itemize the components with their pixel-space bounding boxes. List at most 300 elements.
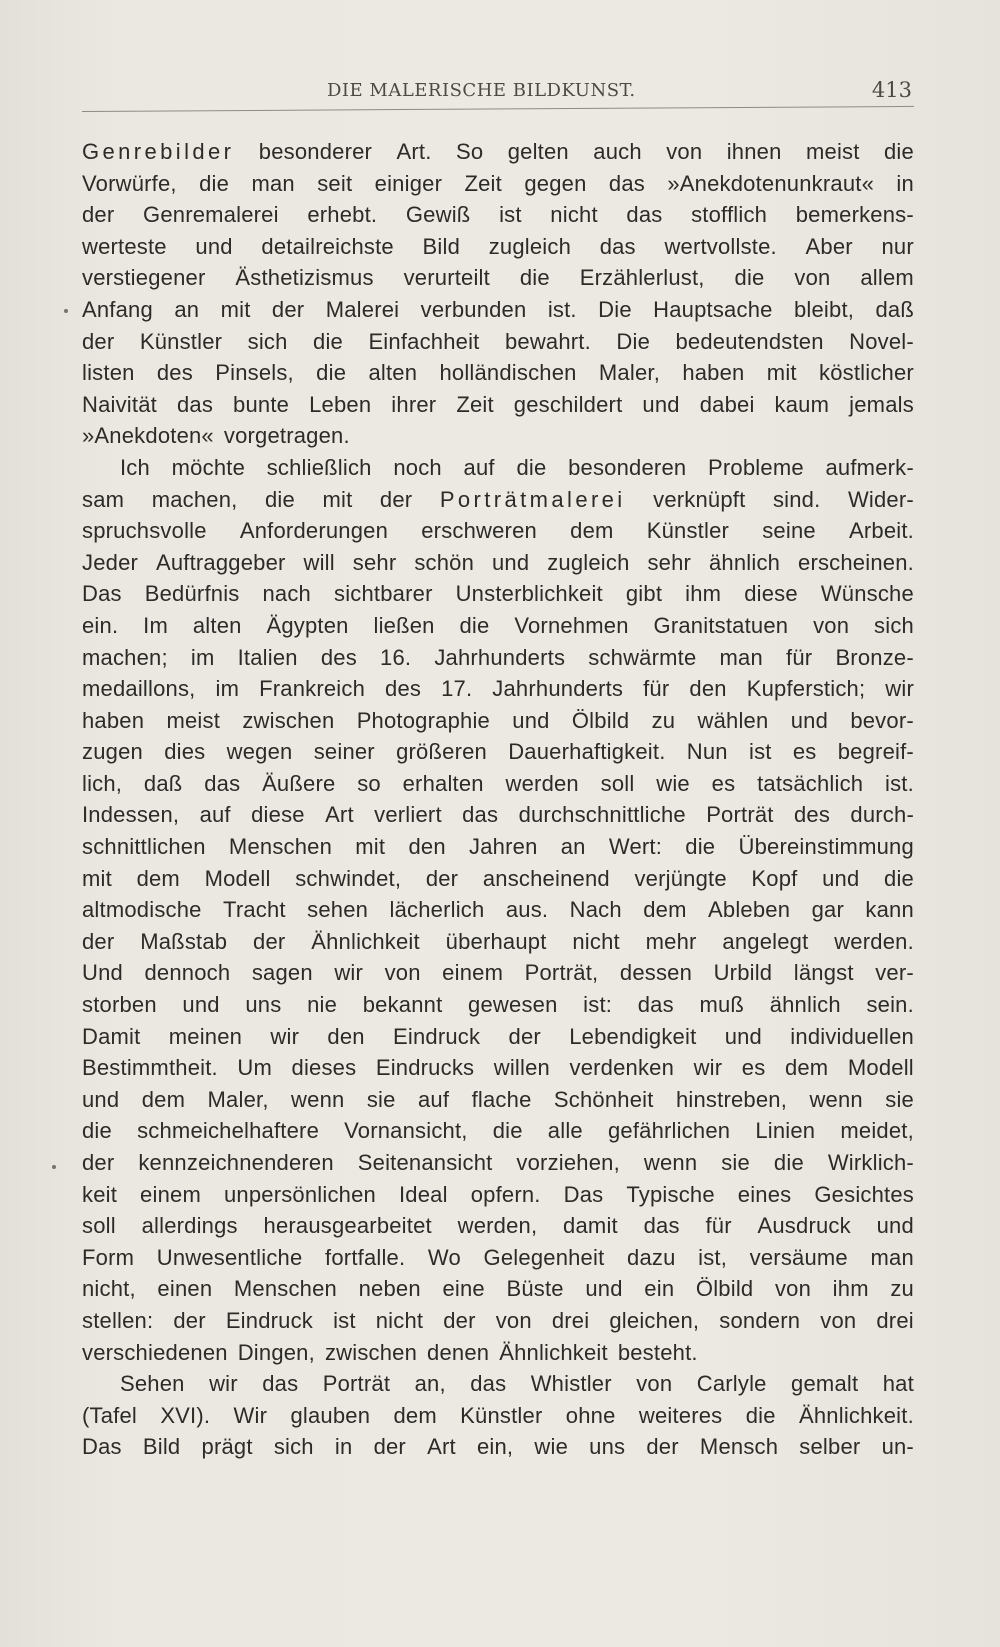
word: gemalt <box>791 1371 859 1397</box>
word: wählen <box>697 707 769 733</box>
word: versäume <box>749 1244 848 1270</box>
word: und <box>512 707 550 733</box>
word: einem <box>140 1181 201 1207</box>
word: schließlich <box>266 454 372 480</box>
word: erschweren <box>421 518 537 544</box>
word: dessen <box>619 960 693 986</box>
word: bewahrt. <box>504 328 591 354</box>
word: lich, <box>82 770 123 796</box>
word: Unwesentliche <box>156 1244 303 1270</box>
word: bunte <box>233 391 290 417</box>
word: soll <box>600 770 635 796</box>
word: Ableben <box>708 897 791 923</box>
word: geschildert <box>513 391 623 417</box>
text-line <box>82 294 914 326</box>
text-line <box>82 262 914 294</box>
word: medaillons, <box>82 676 196 702</box>
word: dem <box>570 518 614 544</box>
word: unpersönlichen <box>223 1181 376 1207</box>
word: Genrebilder <box>82 139 235 164</box>
word: und <box>491 549 530 575</box>
word: Und <box>82 960 123 986</box>
word: gleichen, <box>609 1307 700 1333</box>
word: die <box>492 1118 523 1144</box>
text-line <box>82 578 914 610</box>
word: Jahrhunderts <box>434 644 566 670</box>
word: Übereinstimmung <box>738 834 914 860</box>
word: so <box>357 770 381 796</box>
word: für <box>705 1213 732 1239</box>
word: Hauptsache <box>653 296 773 322</box>
word: größeren <box>396 739 487 765</box>
word: Modell <box>204 865 271 891</box>
word: die <box>773 1150 804 1175</box>
word: Ausdruck <box>757 1213 851 1239</box>
word: und <box>790 707 829 733</box>
word: Wo <box>427 1244 461 1270</box>
word: die <box>459 612 490 638</box>
word: bleibt, <box>793 296 855 322</box>
word: es <box>741 1055 766 1081</box>
text-line <box>82 831 914 863</box>
text-line <box>82 484 914 516</box>
text-line <box>82 1115 914 1147</box>
word: Vornansicht, <box>344 1118 468 1144</box>
word: sich <box>247 328 288 354</box>
word: soll <box>82 1213 116 1239</box>
word: der <box>173 1307 206 1333</box>
word: verknüpft <box>653 486 746 512</box>
word: der <box>82 1150 115 1175</box>
word: Äußere <box>262 770 336 796</box>
word: ein <box>644 1276 675 1302</box>
word: der <box>373 1434 406 1460</box>
word: XVI). <box>160 1402 211 1428</box>
text-line <box>82 1305 914 1337</box>
word: neben <box>358 1276 421 1302</box>
word: haben <box>82 707 145 733</box>
word: wie <box>534 1434 569 1460</box>
word: auch <box>593 139 642 164</box>
word: Ägypten <box>266 612 349 638</box>
word: ein, <box>476 1434 514 1460</box>
word: detailreichste <box>261 233 394 259</box>
word: schwindet, <box>295 865 402 891</box>
word: schnittlichen <box>82 834 206 860</box>
word: stellen: <box>82 1307 154 1333</box>
word: wir <box>334 960 364 986</box>
word: dies <box>164 739 206 765</box>
word: stofflich <box>691 202 768 228</box>
word: seit <box>317 170 353 196</box>
word: der <box>508 1023 541 1049</box>
word: meidet, <box>840 1118 914 1144</box>
word: ist <box>748 739 772 765</box>
text-line <box>82 326 914 358</box>
word: überhaupt <box>445 928 547 954</box>
word: von <box>384 960 421 986</box>
word: drei <box>876 1307 914 1333</box>
word: Mensch <box>699 1434 779 1460</box>
word: muß <box>699 992 745 1018</box>
word: Ähnlichkeit <box>499 1339 608 1365</box>
word: dazu <box>627 1244 676 1270</box>
word: mit <box>355 834 386 860</box>
word: Ähnlichkeit <box>311 928 420 954</box>
word: das <box>608 170 645 196</box>
word: Nach <box>569 897 622 923</box>
word: dabei <box>699 391 755 417</box>
word: zwischen <box>242 707 335 733</box>
word: die <box>316 360 347 386</box>
word: Das <box>82 581 122 607</box>
text-line <box>82 768 914 800</box>
word: Dingen, <box>237 1339 315 1365</box>
word: Pinsels, <box>215 360 294 386</box>
word: von <box>774 1276 812 1302</box>
word: seine <box>762 518 816 544</box>
word: dem <box>393 1402 437 1428</box>
word: Bestimmtheit. <box>82 1055 218 1081</box>
word: sam <box>82 486 125 512</box>
word: ein. <box>82 612 119 638</box>
word: eine <box>442 1276 485 1302</box>
word: Italien <box>237 644 298 670</box>
word: alten <box>192 612 242 638</box>
word: den <box>408 834 446 860</box>
word: 17. <box>441 676 473 702</box>
word: und <box>195 233 233 259</box>
word: zugleich <box>488 233 572 259</box>
word: besonderen <box>568 454 687 480</box>
word: auf <box>418 1086 450 1112</box>
word: und <box>182 992 220 1018</box>
word: verdenken <box>569 1055 675 1081</box>
word: Im <box>143 612 168 638</box>
word: alten <box>368 360 418 386</box>
text-line <box>82 515 914 547</box>
text-line <box>82 1084 914 1116</box>
word: ist <box>333 1307 356 1333</box>
word: der <box>82 928 115 954</box>
word: das <box>262 1371 299 1397</box>
word: Maßstab <box>140 928 228 954</box>
word: Carlyle <box>696 1371 767 1397</box>
word: die <box>883 139 914 164</box>
word: Vorwürfe, <box>82 170 177 196</box>
word: verbunden <box>420 296 527 322</box>
text-line <box>82 642 914 674</box>
word: die <box>516 454 547 480</box>
word: kaum <box>774 391 830 417</box>
word: machen; <box>82 644 168 670</box>
word: die <box>82 1118 112 1144</box>
text-line <box>82 1052 914 1084</box>
word: den <box>689 676 727 702</box>
word: Anfang <box>82 296 153 322</box>
word: ihm <box>832 1276 869 1302</box>
word: das <box>462 802 499 828</box>
word: schwärmte <box>588 644 697 670</box>
word: bevor- <box>850 707 914 733</box>
word: nicht, <box>82 1276 136 1302</box>
word: gefährlichen <box>607 1118 731 1144</box>
word: uns <box>245 992 282 1018</box>
word: sehr <box>352 549 397 575</box>
word: ver- <box>875 960 914 986</box>
word: vorgetragen. <box>223 423 350 449</box>
word: Jahren <box>469 834 538 860</box>
word: verliert <box>374 802 442 828</box>
word: ihnen <box>726 139 782 164</box>
page-number: 413 <box>871 78 912 102</box>
word: kennzeichnenderen <box>138 1150 334 1175</box>
word: dem <box>136 865 180 891</box>
word: Zeit <box>456 391 494 417</box>
word: man <box>719 644 763 670</box>
word: im <box>190 644 215 670</box>
word: listen <box>82 360 135 386</box>
text-line <box>82 673 914 705</box>
word: erscheinen. <box>798 549 914 575</box>
word: Das <box>563 1181 604 1207</box>
word: Anforderungen <box>239 518 389 544</box>
word: die <box>264 486 295 512</box>
text-line <box>82 1210 914 1242</box>
text-line <box>82 1431 914 1463</box>
word: köstlicher <box>819 360 914 386</box>
word: kann <box>865 897 914 923</box>
word: verurteilt <box>403 265 490 291</box>
word: nicht <box>375 1307 424 1333</box>
word: zu <box>651 707 676 733</box>
word: zu <box>890 1276 914 1302</box>
word: dieses <box>291 1055 357 1081</box>
word: Ölbild <box>571 707 630 733</box>
word: meist <box>805 139 860 164</box>
word: damit <box>563 1213 618 1239</box>
word: Porträt, <box>524 960 599 986</box>
word: werden, <box>457 1213 538 1239</box>
word: diese <box>744 581 798 607</box>
word: das <box>643 1213 680 1239</box>
text-line <box>82 1021 914 1053</box>
text-line <box>82 1368 914 1400</box>
word: durchschnittliche <box>518 802 686 828</box>
text-line <box>82 231 914 263</box>
word: das <box>626 202 663 228</box>
word: wenn <box>643 1150 698 1175</box>
word: zwischen <box>324 1339 418 1365</box>
word: gegen <box>524 170 587 196</box>
word: Die <box>598 296 632 322</box>
word: für <box>786 644 813 670</box>
word: schmeichelhaftere <box>137 1118 320 1144</box>
text-line <box>82 863 914 895</box>
word: nicht <box>572 928 620 954</box>
word: ließen <box>373 612 435 638</box>
word: Jeder <box>82 549 139 575</box>
word: hinstreben, <box>675 1086 788 1112</box>
word: wie <box>656 770 690 796</box>
word: Tracht <box>223 897 286 923</box>
word: haben <box>682 360 745 386</box>
word: mehr <box>645 928 697 954</box>
word: lächerlich <box>389 897 485 923</box>
word: bemerkens- <box>795 202 914 228</box>
word: Art <box>427 1434 456 1460</box>
word: zugen <box>82 739 143 765</box>
word: werteste <box>82 233 167 259</box>
word: storben <box>82 992 157 1018</box>
word: Linien <box>755 1118 816 1144</box>
word: dem <box>784 1055 829 1081</box>
word: Typische <box>626 1181 715 1207</box>
word: angelegt <box>722 928 809 954</box>
word: es <box>711 770 736 796</box>
word: Zeit <box>464 170 502 196</box>
word: gibt <box>625 581 663 607</box>
word: an <box>174 296 200 322</box>
word: an, <box>414 1371 446 1397</box>
word: wenn <box>809 1086 863 1112</box>
text-line <box>82 894 914 926</box>
word: gar <box>811 897 844 923</box>
word: Künstler <box>646 518 730 544</box>
word: und <box>876 1213 914 1239</box>
word: man <box>870 1244 914 1270</box>
word: von <box>495 1307 532 1333</box>
word: aufmerk- <box>825 454 914 480</box>
word: weiteres <box>638 1402 723 1428</box>
word: bekannt <box>362 992 443 1018</box>
word: Eindrucks <box>375 1055 475 1081</box>
word: tatsächlich <box>757 770 864 796</box>
word: begreif- <box>837 739 914 765</box>
text-line <box>82 547 914 579</box>
word: allem <box>860 265 914 291</box>
word: meist <box>166 707 221 733</box>
word: Bild <box>422 233 461 259</box>
word: (Tafel <box>82 1402 137 1428</box>
word: Jahrhunderts <box>492 676 624 702</box>
word: sagen <box>251 960 313 986</box>
text-line <box>82 452 914 484</box>
word: verstiegener <box>82 265 206 291</box>
word: sind. <box>772 486 821 512</box>
word: spruchsvolle <box>82 518 207 544</box>
word: ist <box>499 202 522 228</box>
word: Um <box>237 1055 272 1081</box>
word: Eindruck <box>225 1307 314 1333</box>
text-line <box>82 1179 914 1211</box>
word: einen <box>157 1276 213 1302</box>
word: sich <box>874 612 914 638</box>
word: und <box>642 391 680 417</box>
word: bedeutendsten <box>675 328 824 354</box>
text-line <box>82 1242 914 1274</box>
text-line <box>82 1400 914 1432</box>
word: Maler, <box>207 1086 269 1112</box>
word: ist. <box>547 296 577 322</box>
word: nicht <box>550 202 598 228</box>
word: machen, <box>151 486 238 512</box>
word: dem <box>141 1086 186 1112</box>
word: Malerei <box>325 296 400 322</box>
word: einem <box>442 960 504 986</box>
word: Ölbild <box>695 1276 754 1302</box>
word: Kupferstich; <box>746 676 866 702</box>
word: Wider- <box>847 486 914 512</box>
word: Urbild <box>713 960 773 986</box>
word: verjüngte <box>634 865 727 891</box>
word: Indessen, <box>82 802 180 828</box>
word: alle <box>547 1118 583 1144</box>
running-title: DIE MALERISCHE BILDKUNST. <box>327 80 636 101</box>
word: gelten <box>507 139 569 164</box>
word: der <box>253 928 286 954</box>
word: daß <box>875 296 914 322</box>
word: das <box>204 770 241 796</box>
margin-dot-mark <box>52 1165 56 1169</box>
word: Unsterblichkeit <box>455 581 603 607</box>
word: von <box>666 139 703 164</box>
word: dennoch <box>144 960 231 986</box>
word: ähnlich <box>708 549 781 575</box>
word: allerdings <box>141 1213 238 1239</box>
text-line <box>82 926 914 958</box>
word: noch <box>393 454 442 480</box>
word: seiner <box>313 739 375 765</box>
word: der <box>82 328 115 354</box>
word: nie <box>307 992 338 1018</box>
text-line <box>82 1147 914 1179</box>
word: Künstler <box>139 328 223 354</box>
word: Form <box>82 1244 135 1270</box>
word: prägt <box>201 1434 253 1460</box>
word: diese <box>251 802 305 828</box>
word: daß <box>143 770 183 796</box>
word: willen <box>493 1055 550 1081</box>
word: denen <box>427 1339 490 1365</box>
word: Vornehmen <box>514 612 629 638</box>
word: ist, <box>698 1244 728 1270</box>
word: schön <box>414 549 475 575</box>
word: Auftraggeber <box>155 549 286 575</box>
word: ihrer <box>391 391 437 417</box>
word: »Anekdotenunkraut« <box>667 170 875 196</box>
word: die <box>519 265 550 291</box>
word: Ideal <box>399 1181 448 1207</box>
word: werden <box>505 770 579 796</box>
word: wir <box>209 1371 238 1397</box>
word: Ich <box>120 454 150 480</box>
word: flache <box>471 1086 532 1112</box>
word: uns <box>589 1434 626 1460</box>
word: Dauerhaftigkeit. <box>508 739 666 765</box>
word: sie <box>885 1086 914 1112</box>
word: Schönheit <box>553 1086 654 1112</box>
word: die <box>745 1402 776 1428</box>
word: in <box>896 170 914 196</box>
word: sich <box>273 1434 314 1460</box>
word: und <box>724 1023 762 1049</box>
word: von <box>813 612 850 638</box>
text-line <box>82 799 914 831</box>
word: die <box>685 834 716 860</box>
word: ohne <box>565 1402 616 1428</box>
word: Das <box>82 1434 122 1460</box>
